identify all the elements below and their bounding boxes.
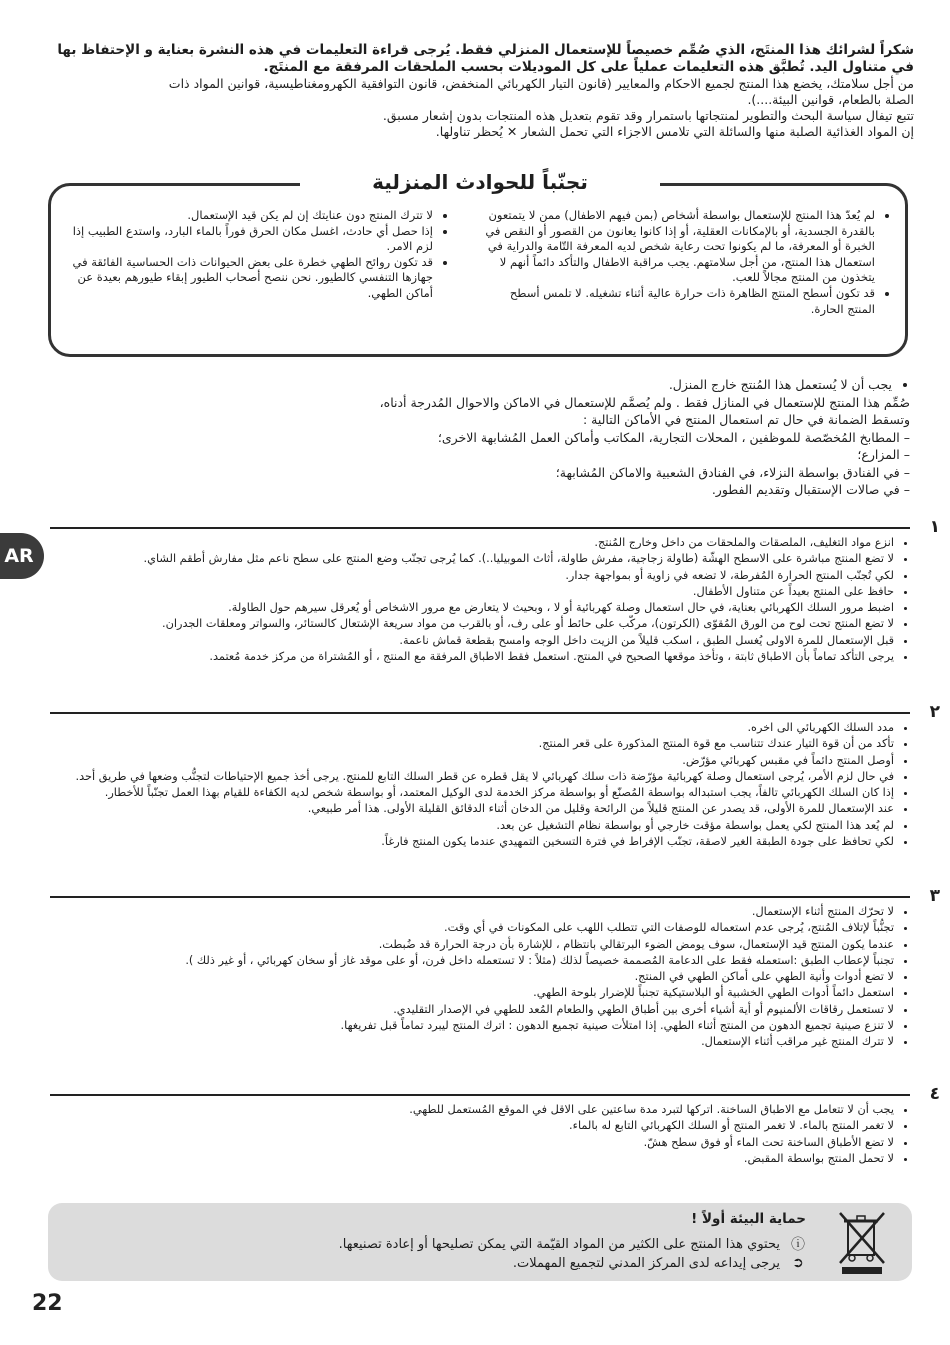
section-divider [50,896,910,898]
warning-item: • قد تكون روائح الطهي خطرة على بعض الحيوانات ذات الحساسية الفائقة في جهازها التنفسي كالطيور. نحن ننصح أصحاب الطيور إبقاء طيورهم بعيدة عن أماكن الطهي. [69,255,433,302]
warning-item: • لا تترك المنتج دون عنايتك إن لم يكن قيد الإستعمال. [69,208,433,224]
scope-line: – المزارع؛ [857,447,910,462]
environment-title: حماية البيئة أولاً ! [691,1211,806,1227]
environment-box [48,1203,912,1281]
environment-line-2 [513,1255,806,1271]
intro-text [46,42,914,140]
instruction-item: • إذا كان السلك الكهربائي تالفاً، يجب استبداله بواسطة المُصنّع أو بواسطة مركز الخدمة لدى الوكيل المعتمد، أو بواسطة شخص لديه الكفاءة للقيام بهذا العمل تجنّباً للأخطار. [50,785,894,801]
instruction-item: • لا تضع الأطباق الساخنة تحت الماء أو فوق سطح هشّ. [50,1135,894,1151]
instruction-item: • لكي تحافظ على جودة الطبقة الغير لاصقة، تجنّب الإفراط في فترة التسخين التمهيدي عندما يكون المنتج فارغاً. [50,834,894,850]
section-number: ٣ [929,886,940,906]
instruction-item: • اضبط مرور السلك الكهربائي بعناية، في حال استعمال وصلة كهربائية أو لا ، وبحيث لا يتعارض مع مرور الاشخاص أو يُعرقل سيرهم حول الطاولة. [50,600,894,616]
instruction-item: • تجنُّباً لإتلاف المُنتج، يُرجى عدم استعماله للوصفات التي تتطلب اللهب على المكونات في أي وقت. [50,920,894,936]
scope-line: صُمِّم هذا المنتج للإستعمال في المنازل فقط . ولم يُصمَّم للإستعمال في الاماكن والاحوال المُدرجة أدناه، [379,394,910,410]
instruction-item: • لا تستعمل رقاقات الألمنيوم أو أية أشياء أخرى بين أطباق الطهي والطعام المُعد للطهي في الإصدار التقليدي. [50,1002,894,1018]
intro-line-5: تتبع تيفال سياسة البحث والتطوير لمنتجاتها باستمرار وقد تقوم بتعديل هذه المنتجات بدون إشعار مسبق. [382,108,914,123]
instruction-item: • لكي تُجنّب المنتج الحرارة المُفرطة، لا تضعه في زاوية أو بمواجهة جدار. [50,568,894,584]
section-number: ٢ [929,702,940,722]
section-divider [50,527,910,529]
warning-item: • لم يُعدّ هذا المنتج للإستعمال بواسطة أشخاص (بمن فيهم الاطفال) ممن لا يتمتعون بالقدرة الجسدية، أو بالإمكانات العقلية، أو إذا كانوا يعانون من القصور أو النقص في الخبرة أو المعرفة، ما لم يكونوا تحت رعاية شخص لديه المعرفة التّامة والدراية في استعمال هذا المنتج، من أجل سلامتهم. يجب مراقبة الاطفال والتأكد دائماً أنهم لا يتخذون من المنتج مجالاً للعب. [481,208,875,286]
instruction-item: • لا تغمر المنتج بالماء. لا تغمر المنتج أو السلك الكهربائي التابع له بالماء. [50,1118,894,1134]
environment-text-1: يحتوي هذا المنتج على الكثير من المواد القيّمة التي يمكن تصليحها أو إعادة تصنيعها. [338,1236,780,1252]
intro-line-4: الصلة بالطعام، قوانين البيئة....). [747,92,914,107]
instruction-item: • عند الإستعمال للمرة الأولى، قد يصدر عن المنتج قليلاً من الرائحة وقليل من الدخان أثناء الدقائق القليلة الأولى. هذا أمر طبيعي. [50,801,894,817]
intro-line-6: إن المواد الغذائية الصلبة منها والسائلة التي تلامس الاجزاء التي تحمل الشعار ✕ يُحظر تناولها. [435,124,914,139]
instruction-item: • لا تنزع صينية تجميع الدهون من المنتج أثناء الطهي. إذا امتلأت صينية تجميع الدهون : اترك المنتج ليبرد تماماً قبل تفريغها. [50,1018,894,1034]
instruction-item: • تأكد من أن قوة التيار عندك تتناسب مع قوة المنتج المذكورة على قعر المنتج. [50,736,894,752]
instruction-item: • حافظ على المنتج بعيداً عن متناول الأطفال. [50,584,894,600]
section-divider [50,1094,910,1096]
environment-line-1 [339,1234,806,1254]
warning-column-left [69,208,449,302]
instruction-item: • لا تضع المنتج تحت لوح من الورق المُقوّى (الكرتون)، مركّب على حائط أو على رف، أو بالقرب من مواد سريعة الإشتعال كالستائر، والسواتر ومعلقات الجدران. [50,616,894,632]
scope-line: وتسقط الضمانة في حال تم استعمال المنتج في الأماكن التالية : [582,412,910,427]
instruction-item: • لم يُعد هذا المنتج لكي يعمل بواسطة مؤقت خارجي أو بواسطة نظام التشغيل عن بعد. [50,818,894,834]
intro-line-3: من أجل سلامتك، يخضع هذا المنتج لجميع الاحكام والمعايير (قانون التيار الكهربائي المنخفض، قانون التوافقية الكهرومغناطيسية، قوانين المواد ذات [168,76,914,91]
recycle-arrow-icon: ➲ [792,1255,804,1271]
instruction-item: • استعمل دائماً أدوات الطهي الخشبية أو البلاستيكية تجنباً للإضرار بلوحة الطهي. [50,985,894,1001]
scope-line: – المطابخ المُخصّصة للموظفين ، المحلات التجارية، المكاتب وأماكن العمل المُشابهة الاخرى؛ [437,429,910,445]
page-number: 22 [32,1291,63,1316]
intro-bold-line-2: في متناول اليد. تُطبَّق هذه التعليمات عملياً على كل الموديلات بحسب الملحقات المرفقة مع المنتَج. [263,59,914,75]
scope-line: – في صالات الإستقبال وتقديم الفطور. [711,482,910,497]
info-circle-icon: ⓘ [791,1237,805,1253]
instruction-item: • انزع مواد التغليف، الملصقات والملحقات من داخل وخارج المُنتج. [50,535,894,551]
instruction-item: • يجب أن لا تتعامل مع الاطباق الساخنة. اتركها لتبرد مدة ساعتين على الاقل في الموقع المُستعمل للطهي. [50,1102,894,1118]
warning-item: • إذا حصل أي حادث، اغسل مكان الحرق فوراً بالماء البارد، واستدع الطبيب إذا لزم الامر. [69,224,433,255]
instruction-item: • أوصل المنتج دائماً في مقبس كهربائي مؤرّض. [50,753,894,769]
instruction-item: • لا تترك المنتج غير مراقب أثناء الإستعمال. [50,1034,894,1050]
instruction-item: • لا تحرّك المنتج أثناء الإستعمال. [50,904,894,920]
instruction-item: • يرجى التأكد تماماً بأن الاطباق ثابتة ، وتأخذ موقعها الصحيح في المنتج. استعمل فقط الاطباق المرفقة مع المنتج ، أو المُشتراة من مركز خدمة مُعتمد. [50,649,894,665]
language-tab: AR [0,533,44,579]
usage-scope [40,376,910,499]
section-3 [50,886,940,1051]
section-number: ١ [929,517,940,537]
section-1 [50,517,940,665]
instruction-item: • عندما يكون المنتج قيد الإستعمال، سوف يومض الضوء البرتقالي بانتظام ، للإشارة بأن درجة الحرارة قد ضُبطت. [50,937,894,953]
warning-item: • قد تكون أسطح المنتج الظاهرة ذات حرارة عالية أثناء تشغيله. لا تلمس أسطح المنتج الحارة. [481,286,875,317]
section-number: ٤ [929,1084,940,1104]
scope-line: – في الفنادق بواسطة النزلاء، في الفنادق الشعبية والاماكن المُشابهة؛ [555,464,910,480]
instruction-item: • مدد السلك الكهربائي الى اخره. [50,720,894,736]
instruction-item: • قبل الإستعمال للمرة الاولى يُغسل الطبق ، اسكب قليلاً من الزيت داخل الوجه وامسح بقطعة قماش ناعمة. [50,633,894,649]
section-divider [50,712,910,714]
warning-box [48,183,908,357]
crossed-out-wheelie-bin-icon [832,1209,892,1275]
section-4 [50,1084,940,1167]
instruction-item: • في حال لزم الأمر، يُرجى استعمال وصلة كهربائية مؤرّضة ذات سلك كهربائي لا يقل قطره عن قطر السلك التابع للمنتج. يرجى أخذ جميع الإحتياطات لتجنُّب وضعها في طريق أحد. [50,769,894,785]
instruction-item: • تجنباً لإعطاب الطبق :استعمله فقط على الدعامة المُصممة خصيصاً لذلك (مثلاً : لا تستعمله داخل فرن، أو على موقد غاز أو سخان كهربائي ، أو غير ذلك ). [50,953,894,969]
warning-column-right [481,208,891,317]
warning-heading: تجنّباً للحوادث المنزلية [300,170,660,194]
instruction-item: • لا تضع أدوات وأنية الطهي على أماكن الطهي في المنتج. [50,969,894,985]
section-2 [50,702,940,850]
instruction-item: • لا تضع المنتج مباشرة على الاسطح الهشّة (طاولة زجاجية، مفرش طاولة، أثاث الموبيليا..). كما يُرجى تجنّب وضع المنتج على سطح ناعم مثل مفارش أطقم الشاي. [50,551,894,567]
scope-bullet: • يجب أن لا يُستعمل هذا المُنتج خارج المنزل. [40,376,892,394]
intro-bold-line-1: شكراً لشرائك هذا المنتَج، الذي صُمِّم خصيصاً للإستعمال المنزلي فقط. يُرجى قراءة التعليمات في هذه النشرة بعناية و الإحتفاظ بها [57,42,914,58]
environment-text-2: يرجى إيداعه لدى المركز المدني لتجميع المهملات. [512,1255,780,1271]
instruction-item: • لا تحمل المنتج بواسطة المقبض. [50,1151,894,1167]
